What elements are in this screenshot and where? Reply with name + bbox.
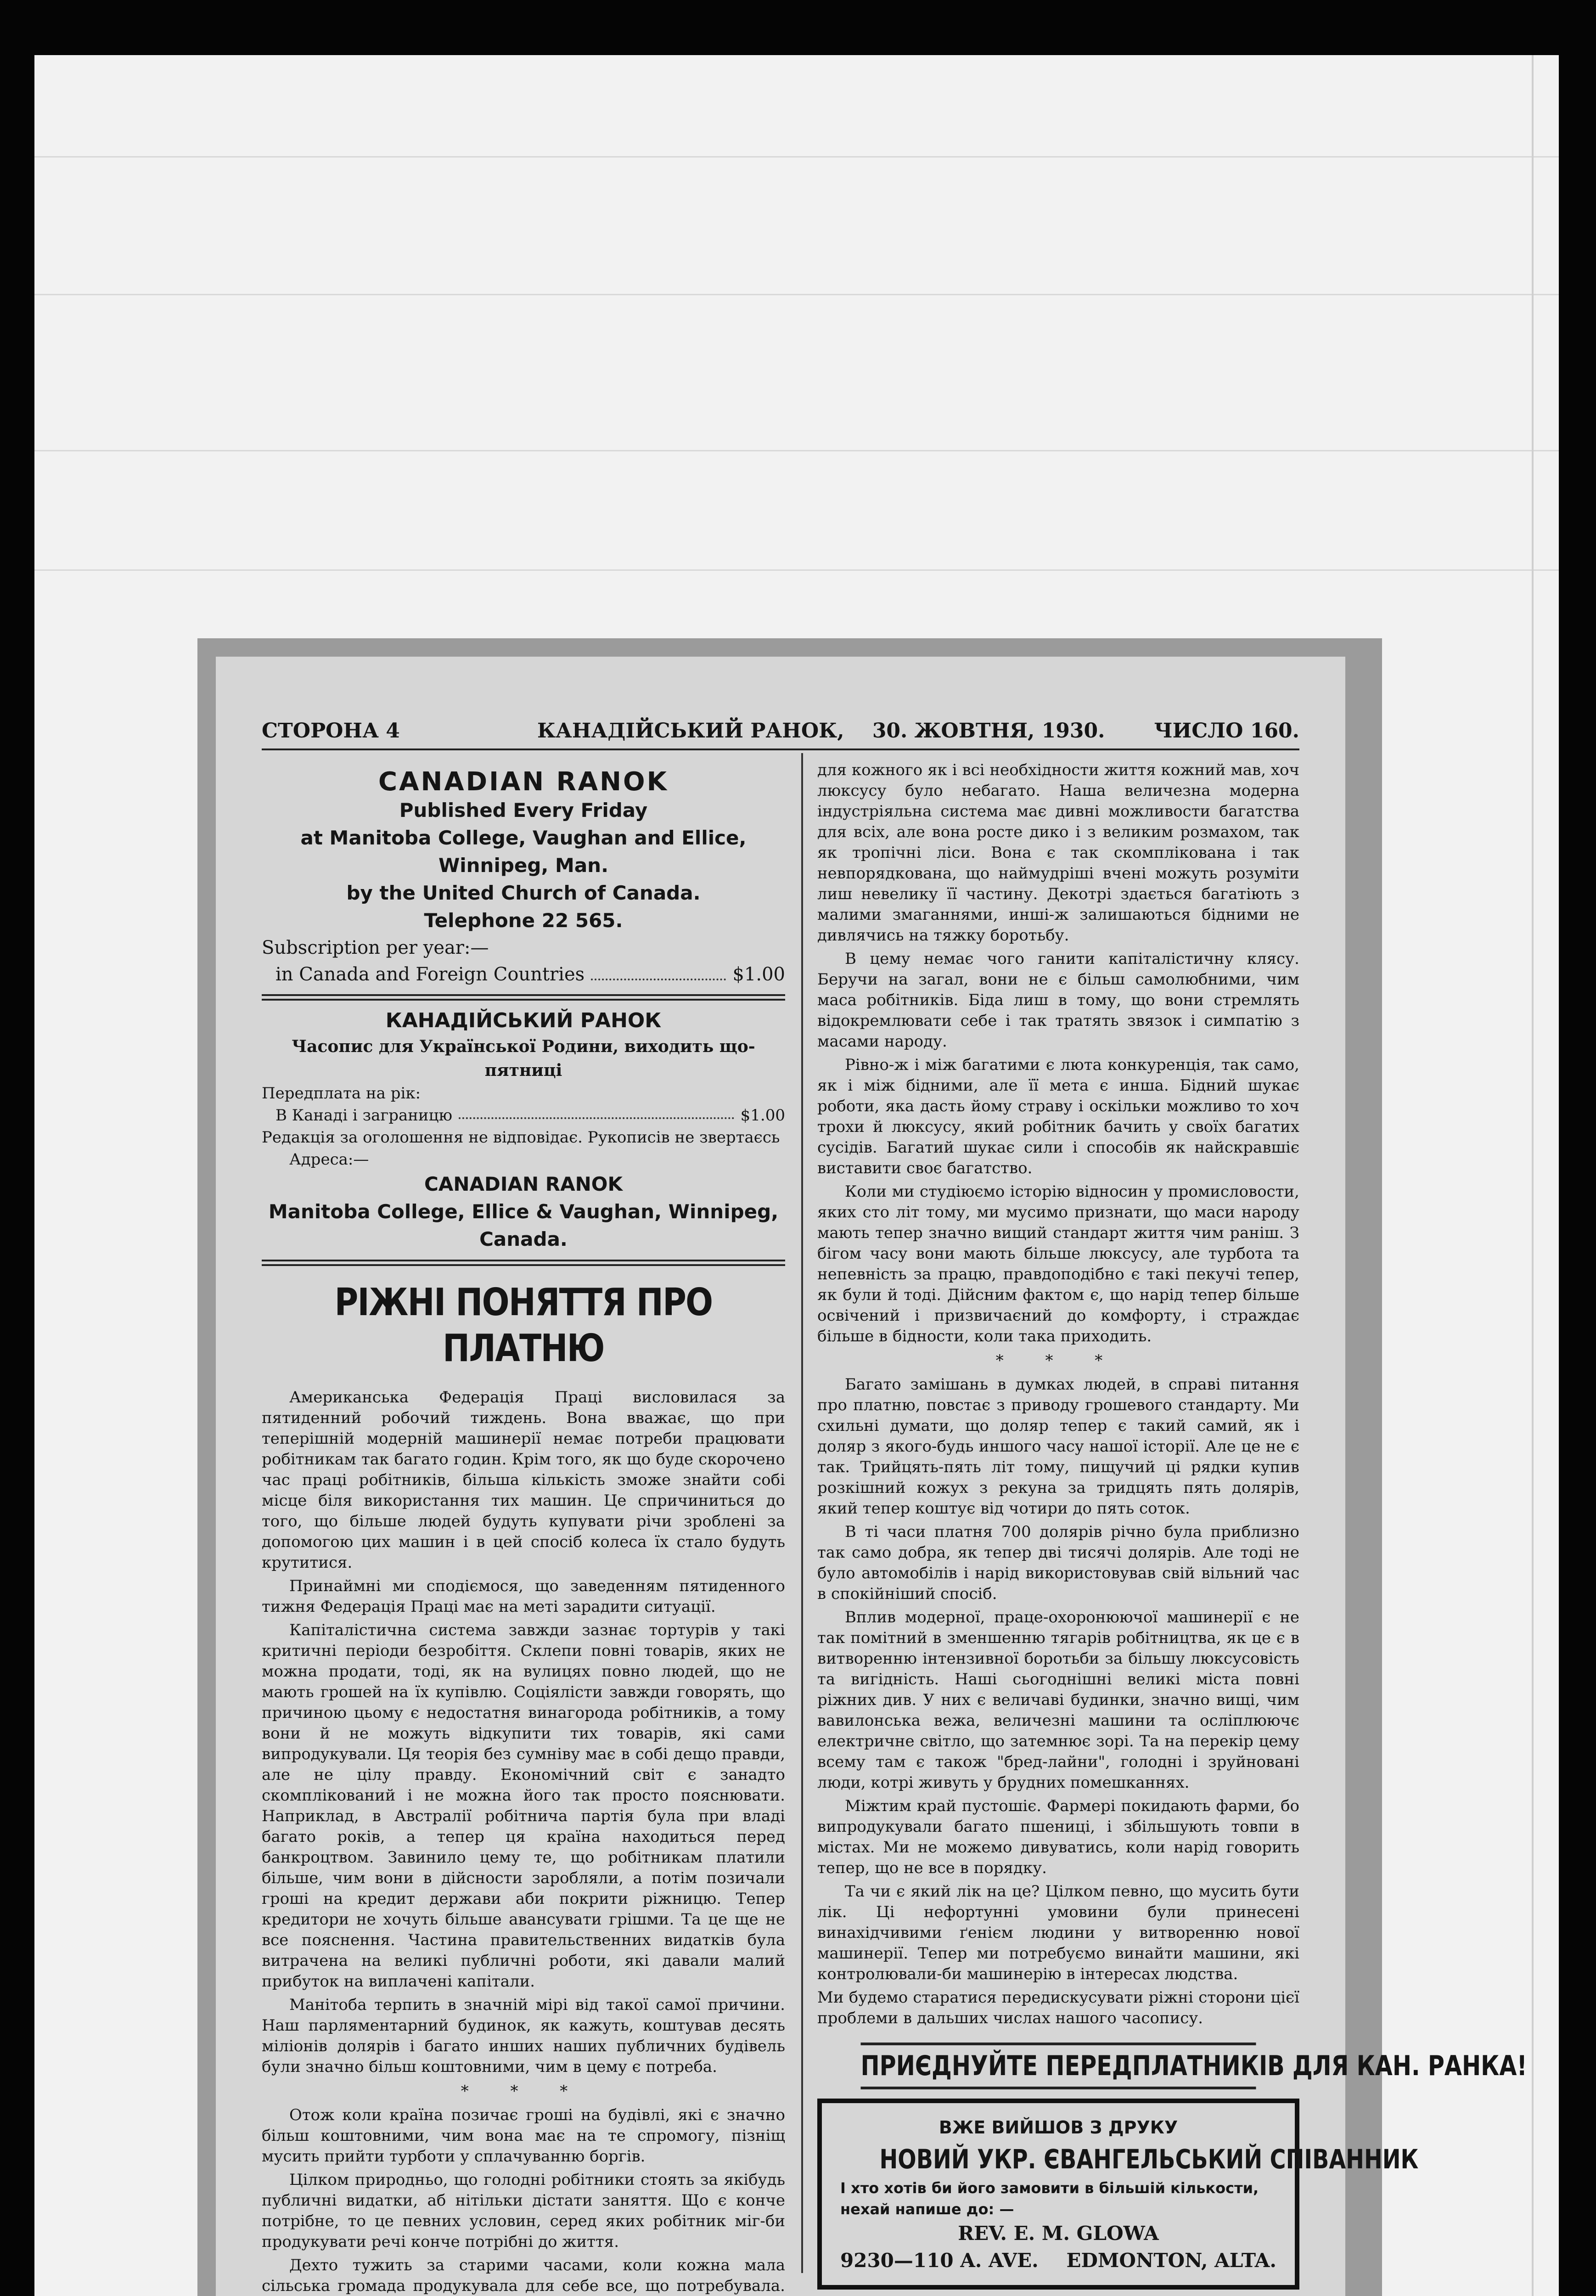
article-title: РІЖНІ ПОНЯТТЯ ПРО ПЛАТНЮ: [334, 1281, 713, 1370]
film-line: [34, 156, 1559, 158]
uk-editorial-note: Редакція за оголошення не відповідає. Рукописів не звертаєсь: [262, 1128, 780, 1147]
article-paragraph: Отож коли країна позичає гроші на будівлі, які є значно більш коштовними, чим вона має на те спромогу, пізніщ мусить прийти турботи у сплачуванню боргів.: [262, 2106, 785, 2166]
dot-leader: [459, 1104, 734, 1119]
issue-number: ЧИСЛО 160.: [1154, 719, 1299, 743]
masthead-published: Published Every Friday: [399, 799, 648, 822]
subscription-price: $1.00: [732, 964, 785, 985]
page-header: [262, 716, 1299, 750]
uk-masthead-title: КАНАДІЙСЬКИЙ РАНОК: [385, 1009, 662, 1032]
page-number: СТОРОНА 4: [262, 719, 400, 743]
film-edge: [1532, 55, 1534, 2296]
film-line: [34, 294, 1559, 295]
article-paragraph: Міжтим край пустошіє. Фармері покидають фарми, бо випродукували багато пшениці, і збільшують товпи в містах. Ми не можемо дивуватись, коли нарід говорить тепер, що не все в порядку.: [817, 1797, 1299, 1877]
article-paragraph: Рівно-ж і між багатими є люта конкуренція, так само, як і між бідними, але її мета є инша. Бідний шукає роботи, яка дасть йому страву і оскільки можливо то хоч трохи й люксусу, який робітник бачить у своїх багатих сусідів. Багатий шукає сили і способів як найскравшіє виставити своє багатство.: [817, 1056, 1299, 1177]
hymnal-advertisement: [817, 2099, 1419, 2290]
uk-address-label: Адреса:—: [289, 1150, 369, 1169]
address-line: Manitoba College, Ellice & Vaughan, Winnipeg, Canada.: [268, 1200, 779, 1250]
article-paragraph: Дехто тужить за старими часами, коли кожна мала сільська громада продукувала для себе все, що потребувала.: [262, 2256, 785, 2295]
issue-date: 30. ЖОВТНЯ, 1930.: [872, 719, 1105, 743]
uk-subscription-item: В Канаді і заграницю: [275, 1106, 453, 1125]
address-title: CANADIAN RANOK: [424, 1173, 623, 1195]
newspaper-page: [216, 657, 1527, 2296]
article-paragraph: Ми будемо старатися передискусувати ріжні сторони цієї проблеми в дальших числах нашого часопису.: [817, 1988, 1299, 2027]
article-paragraph: Багато замішань в думках людей, в справі питання про платню, повстає з приводу грошевого стандарту. Ми схильні думати, що доляр тепер є такий самий, як і доляр з якого-будь иншого часу нашої історії. Але це не є так. Трийцять-пять літ тому, пищучий ці рядки купив розкішний кожух з рекуна за тридцять пять долярів, який тепер коштує від чотири до пять соток.: [817, 1375, 1299, 1518]
uk-subscription-price: $1.00: [740, 1106, 785, 1125]
article-paragraph: В ті часи платня 700 долярів річно була приблизно так само добра, як тепер дві тисячі долярів. Але тоді не було автомобілів і нарід використовував свій вільний час в спокійніший спосіб.: [817, 1523, 1299, 1603]
left-column: [262, 758, 785, 2296]
article-paragraph: Манітоба терпить в значній мірі від такої самої причини. Наш парляментарний будинок, як кажуть, коштував десять міліонів долярів і багато инших наших публичних будівель були значно більш коштовними, чим в цему є потреба.: [262, 1996, 785, 2076]
uk-masthead-line: Часопис для Української Родини, виходить що-пятниці: [292, 1037, 755, 1080]
newspaper-title: КАНАДІЙСЬКИЙ РАНОК,: [537, 719, 844, 743]
newspaper-title-date: [537, 719, 1105, 743]
section-break: * * *: [995, 1351, 1121, 1370]
divider: [262, 1260, 785, 1266]
right-column: [817, 760, 1527, 2290]
column-divider: [801, 753, 803, 2273]
ad-address: [840, 2247, 1276, 2274]
ad-street: 9230—110 A. AVE.: [840, 2249, 1039, 2272]
subscription-item: in Canada and Foreign Countries: [275, 964, 585, 985]
dot-leader: [591, 961, 726, 980]
article-paragraph: Принаймні ми сподіємося, що заведенням пятиденного тижня Федерація Праці має на меті зарадити ситуації.: [262, 1577, 785, 1616]
uk-subscription-label: Передплата на рік:: [262, 1084, 421, 1103]
masthead-title: CANADIAN RANOK: [378, 767, 669, 797]
ad-contact-name: REV. E. M. GLOWA: [958, 2222, 1159, 2245]
section-break: * * *: [461, 2082, 586, 2100]
divider: [262, 994, 785, 1001]
ad-announcement: ВЖЕ ВИЙШОВ З ДРУКУ: [938, 2117, 1178, 2138]
article-paragraph: Американська Федерація Праці висловилася за пятиденний робочий тиждень. Вона вважає, що при теперішній модерній машинерії немає потреби працювати робітникам так багато годин. Крім того, як що буде скорочено час праці робітників, більша кількість зможе знайти собі місце біля використання тих машин. Це спричиниться до того, що більше людей будуть купувати річи зроблені за допомогою цих машин і в цей спосіб колеса їх стало будуть крутитися.: [262, 1388, 785, 1572]
article-paragraph: В цему немає чого ганити капіталістичну клясу. Беручи на загал, вони не є більш самолюбними, чим маса робітників. Біда лиш в тому, що вони стремлять відокремлювати себе і так тратять звязок і симпатію з масами народу.: [817, 950, 1299, 1051]
film-line: [34, 450, 1559, 451]
subscription-label: Subscription per year:—: [262, 937, 489, 958]
subscriber-promo: ПРИЄДНУЙТЕ ПЕРЕДПЛАТНИКІВ ДЛЯ КАН. РАНКА!: [861, 2043, 1256, 2089]
masthead-place: at Manitoba College, Vaughan and Ellice, Winnipeg, Man.: [300, 827, 747, 877]
masthead-by: by the United Church of Canada.: [346, 882, 701, 904]
article-paragraph: для кожного як і всі необхідности життя кожний мав, хоч люксусу було небагато. Наша величезна модерна індустріяльна система має дивні можливости багатства для всіх, але вона росте дико і з великим розмахом, так як тропічні ліси. Вона є так скомплікована і так невпорядкована, що наймудріші вчені можуть розуміти лиш невелику її частину. Декотрі здається багатіють з малими змаганнями, инші-ж залишаються бідними не дивлячись на тяжку боротьбу.: [817, 761, 1299, 945]
article-paragraph: Вплив модерної, праце-охоронюючої машинерії є не так помітний в зменшенню тягарів робітництва, як це є в витворенню інтензивної боротьби за більшу люксусовість та вигідність. Наші сьогоднішні великі міста повні ріжних див. У них є величаві будинки, значно вищі, чим вавилонська вежа, величезні машини та осліплюючє електричне світло, що затемнює зорі. Та на перекір цему всему там є також "бред-лайни", голодні і зруйновані люди, котрі живуть у брудних помешканнях.: [817, 1608, 1299, 1792]
ad-title: НОВИЙ УКР. ЄВАНГЕЛЬСЬКИЙ СПІВАННИК: [879, 2144, 1419, 2175]
uk-subscription-row: [262, 1104, 785, 1126]
masthead-phone: Telephone 22 565.: [424, 909, 623, 932]
subscription-row: [262, 961, 785, 988]
article-paragraph: Капіталістична система завжди зазнає тортурів у такі критичні періоди безробіття. Склепи повні товарів, яких не можна продати, тоді, як на вулицях повно людей, що не мають грошей на їх купівлю. Соціялісти завжди говорять, що причиною цьому є недостатня винагорода робітників, а тому вони й не можуть відкупити тих товарів, які сами випродукували. Ця теорія без сумніву має в собі дещо правди, але не цілу правду. Економічний світ є занадто скомплікований і не можна його так просто пояснювати. Наприклад, в Австралії робітнича партія була при владі багато років, а тепер ця країна находиться перед банкроцтвом. Завинило цему те, що робітникам платили більше, чим вони в дійсности заробляли, а потім позичали гроші на кредит держави аби покрити ріжницю. Тепер кредитори не хочуть більше авансувати грішми. Та це ще не все пояснення. Частина правительственних видатків була витрачена на великі публичні роботи, які давали малий прибуток на виплачені капітали.: [262, 1621, 785, 1991]
ad-city: EDMONTON, ALTA.: [1066, 2249, 1276, 2272]
article-paragraph: Коли ми студіюємо історію відносин у промисловости, яких сто літ тому, ми мусимо признати, що маси народу мають тепер значно вищий стандарт життя чим раніш. З бігом часу вони мають більше люксусу, але турбота та непевність за працю, правдоподібно є такі пекучі тепер, як були й тоді. Дійсним фактом є, що нарід тепер більше освічений і призвичаєний до комфорту, і страждає більше в бідности, коли така приходить.: [817, 1182, 1299, 1345]
film-line: [34, 569, 1559, 571]
article-paragraph: Цілком природньо, що голодні робітники стоять за якібудь публичні видатки, аб нітільки дістати заняття. Що є конче потрібне, то це певних условин, серед яких робітник міг-би продукувати речі конче потрібні до життя.: [262, 2171, 785, 2251]
ad-text: І хто хотів би його замовити в більшій кількости, нехай напише до: —: [840, 2179, 1259, 2218]
article-paragraph: Та чи є який лік на це? Цілком певно, що мусить бути лік. Ці нефортунні умовини були принесені винахідчивими ґенієм людини у витворенню нової машинерії. Тепер ми потребуємо винайти машини, які контролювали-би машинерію в інтересах людства.: [817, 1882, 1299, 1983]
